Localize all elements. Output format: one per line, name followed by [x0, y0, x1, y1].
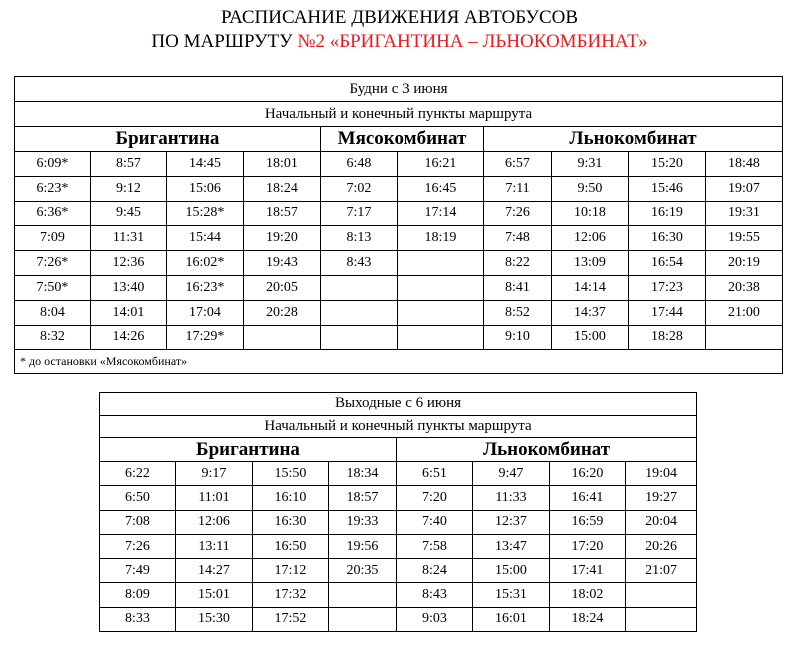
time-cell: 21:07 — [626, 559, 697, 583]
time-cell: 11:33 — [473, 486, 550, 510]
time-cell: 15:00 — [473, 559, 550, 583]
time-cell: 18:57 — [329, 486, 397, 510]
time-cell: 16:59 — [550, 510, 626, 534]
time-cell: 7:40 — [397, 510, 473, 534]
weekday-stop-brigantina: Бригантина — [15, 127, 321, 152]
time-cell: 12:36 — [91, 251, 167, 276]
time-cell: 18:34 — [329, 462, 397, 486]
time-cell: 17:23 — [629, 275, 706, 300]
weekend-schedule-table — [99, 392, 697, 632]
time-cell: 16:30 — [629, 226, 706, 251]
time-cell: 18:57 — [244, 201, 321, 226]
time-cell: 9:47 — [473, 462, 550, 486]
footnote-row — [15, 350, 783, 374]
time-cell: 20:04 — [626, 510, 697, 534]
time-cell: 7:49 — [100, 559, 176, 583]
weekday-row — [15, 226, 783, 251]
weekend-subcaption: Начальный и конечный пункты маршрута — [100, 415, 697, 438]
weekday-row — [15, 152, 783, 177]
time-cell: 6:36* — [15, 201, 91, 226]
time-cell: 16:01 — [473, 607, 550, 631]
weekend-stop-brigantina: Бригантина — [100, 438, 397, 462]
time-cell: 15:00 — [552, 325, 629, 350]
time-cell: 9:17 — [176, 462, 253, 486]
time-cell: 8:04 — [15, 300, 91, 325]
time-cell: 16:50 — [253, 534, 329, 558]
time-cell: 8:13 — [321, 226, 398, 251]
weekday-stop-lnokombinat: Льнокомбинат — [484, 127, 783, 152]
time-cell — [321, 325, 398, 350]
time-cell — [398, 300, 484, 325]
time-cell: 7:02 — [321, 176, 398, 201]
time-cell: 8:32 — [15, 325, 91, 350]
time-cell: 6:09* — [15, 152, 91, 177]
time-cell: 13:47 — [473, 534, 550, 558]
time-cell: 9:03 — [397, 607, 473, 631]
time-cell: 6:57 — [484, 152, 552, 177]
time-cell: 20:19 — [706, 251, 783, 276]
time-cell: 20:26 — [626, 534, 697, 558]
time-cell: 13:09 — [552, 251, 629, 276]
time-cell: 18:02 — [550, 583, 626, 607]
time-cell: 11:31 — [91, 226, 167, 251]
weekend-row — [100, 607, 697, 631]
time-cell: 7:58 — [397, 534, 473, 558]
time-cell: 18:24 — [550, 607, 626, 631]
time-cell — [329, 607, 397, 631]
time-cell: 7:11 — [484, 176, 552, 201]
time-cell: 11:01 — [176, 486, 253, 510]
time-cell — [398, 325, 484, 350]
time-cell: 7:09 — [15, 226, 91, 251]
time-cell — [329, 583, 397, 607]
weekday-caption: Будни с 3 июня — [15, 77, 783, 102]
time-cell: 19:04 — [626, 462, 697, 486]
time-cell: 12:37 — [473, 510, 550, 534]
time-cell: 17:12 — [253, 559, 329, 583]
footnote: * до остановки «Мясокомбинат» — [15, 350, 783, 374]
time-cell: 8:57 — [91, 152, 167, 177]
weekend-row — [100, 510, 697, 534]
time-cell: 16:23* — [167, 275, 244, 300]
weekend-row — [100, 486, 697, 510]
time-cell — [626, 607, 697, 631]
time-cell: 14:01 — [91, 300, 167, 325]
time-cell: 18:19 — [398, 226, 484, 251]
time-cell: 16:02* — [167, 251, 244, 276]
time-cell: 14:27 — [176, 559, 253, 583]
weekend-row — [100, 583, 697, 607]
time-cell: 7:26 — [484, 201, 552, 226]
time-cell: 16:10 — [253, 486, 329, 510]
time-cell: 19:27 — [626, 486, 697, 510]
time-cell: 16:19 — [629, 201, 706, 226]
time-cell: 15:01 — [176, 583, 253, 607]
time-cell: 8:22 — [484, 251, 552, 276]
time-cell: 15:20 — [629, 152, 706, 177]
time-cell: 14:26 — [91, 325, 167, 350]
time-cell: 14:45 — [167, 152, 244, 177]
weekday-row — [15, 325, 783, 350]
time-cell: 15:46 — [629, 176, 706, 201]
time-cell: 6:48 — [321, 152, 398, 177]
weekend-row — [100, 534, 697, 558]
time-cell: 8:43 — [321, 251, 398, 276]
time-cell — [626, 583, 697, 607]
time-cell: 18:28 — [629, 325, 706, 350]
time-cell: 15:28* — [167, 201, 244, 226]
time-cell: 16:45 — [398, 176, 484, 201]
time-cell — [706, 325, 783, 350]
time-cell — [244, 325, 321, 350]
time-cell: 6:22 — [100, 462, 176, 486]
title-prefix: ПО МАРШРУТУ — [151, 31, 298, 52]
time-cell: 18:48 — [706, 152, 783, 177]
time-cell: 19:31 — [706, 201, 783, 226]
time-cell: 12:06 — [552, 226, 629, 251]
time-cell: 15:50 — [253, 462, 329, 486]
time-cell: 7:20 — [397, 486, 473, 510]
time-cell: 7:17 — [321, 201, 398, 226]
weekend-row — [100, 462, 697, 486]
time-cell: 6:51 — [397, 462, 473, 486]
time-cell: 16:30 — [253, 510, 329, 534]
time-cell — [321, 300, 398, 325]
time-cell: 14:14 — [552, 275, 629, 300]
time-cell: 6:23* — [15, 176, 91, 201]
time-cell — [321, 275, 398, 300]
time-cell: 14:37 — [552, 300, 629, 325]
time-cell: 19:55 — [706, 226, 783, 251]
route-name: №2 «БРИГАНТИНА – ЛЬНОКОМБИНАТ» — [297, 31, 648, 52]
time-cell: 17:14 — [398, 201, 484, 226]
time-cell: 8:09 — [100, 583, 176, 607]
time-cell: 16:41 — [550, 486, 626, 510]
schedule-title-line2 — [0, 30, 799, 54]
time-cell: 20:35 — [329, 559, 397, 583]
time-cell: 8:41 — [484, 275, 552, 300]
weekend-stop-lnokombinat: Льнокомбинат — [397, 438, 697, 462]
time-cell: 15:06 — [167, 176, 244, 201]
time-cell: 7:26 — [100, 534, 176, 558]
time-cell: 20:28 — [244, 300, 321, 325]
schedule-title-line1: РАСПИСАНИЕ ДВИЖЕНИЯ АВТОБУСОВ — [220, 7, 579, 28]
time-cell: 7:48 — [484, 226, 552, 251]
time-cell: 19:20 — [244, 226, 321, 251]
time-cell: 7:50* — [15, 275, 91, 300]
weekend-caption: Выходные с 6 июня — [100, 393, 697, 416]
time-cell: 19:56 — [329, 534, 397, 558]
time-cell: 9:31 — [552, 152, 629, 177]
time-cell: 17:52 — [253, 607, 329, 631]
time-cell: 21:00 — [706, 300, 783, 325]
time-cell: 15:44 — [167, 226, 244, 251]
time-cell: 15:31 — [473, 583, 550, 607]
time-cell: 15:30 — [176, 607, 253, 631]
time-cell: 17:04 — [167, 300, 244, 325]
time-cell: 16:20 — [550, 462, 626, 486]
time-cell — [398, 275, 484, 300]
time-cell — [398, 251, 484, 276]
time-cell: 18:01 — [244, 152, 321, 177]
time-cell: 17:29* — [167, 325, 244, 350]
weekday-row — [15, 251, 783, 276]
time-cell: 19:43 — [244, 251, 321, 276]
time-cell: 17:32 — [253, 583, 329, 607]
time-cell: 17:44 — [629, 300, 706, 325]
time-cell: 12:06 — [176, 510, 253, 534]
time-cell: 19:07 — [706, 176, 783, 201]
time-cell: 17:20 — [550, 534, 626, 558]
time-cell: 20:38 — [706, 275, 783, 300]
time-cell: 13:40 — [91, 275, 167, 300]
time-cell: 9:10 — [484, 325, 552, 350]
weekday-subcaption: Начальный и конечный пункты маршрута — [15, 102, 783, 127]
time-cell: 7:08 — [100, 510, 176, 534]
time-cell: 8:33 — [100, 607, 176, 631]
time-cell: 7:26* — [15, 251, 91, 276]
weekday-row — [15, 176, 783, 201]
weekday-schedule-table — [14, 76, 783, 374]
time-cell: 9:50 — [552, 176, 629, 201]
time-cell: 19:33 — [329, 510, 397, 534]
time-cell: 10:18 — [552, 201, 629, 226]
time-cell: 8:43 — [397, 583, 473, 607]
time-cell: 8:24 — [397, 559, 473, 583]
time-cell: 17:41 — [550, 559, 626, 583]
weekday-row — [15, 275, 783, 300]
time-cell: 9:45 — [91, 201, 167, 226]
time-cell: 6:50 — [100, 486, 176, 510]
weekend-row — [100, 559, 697, 583]
time-cell: 9:12 — [91, 176, 167, 201]
time-cell: 20:05 — [244, 275, 321, 300]
weekday-row — [15, 201, 783, 226]
weekday-row — [15, 300, 783, 325]
time-cell: 8:52 — [484, 300, 552, 325]
time-cell: 16:21 — [398, 152, 484, 177]
time-cell: 18:24 — [244, 176, 321, 201]
time-cell: 13:11 — [176, 534, 253, 558]
time-cell: 16:54 — [629, 251, 706, 276]
weekday-stop-myasokombinat: Мясокомбинат — [321, 127, 484, 152]
